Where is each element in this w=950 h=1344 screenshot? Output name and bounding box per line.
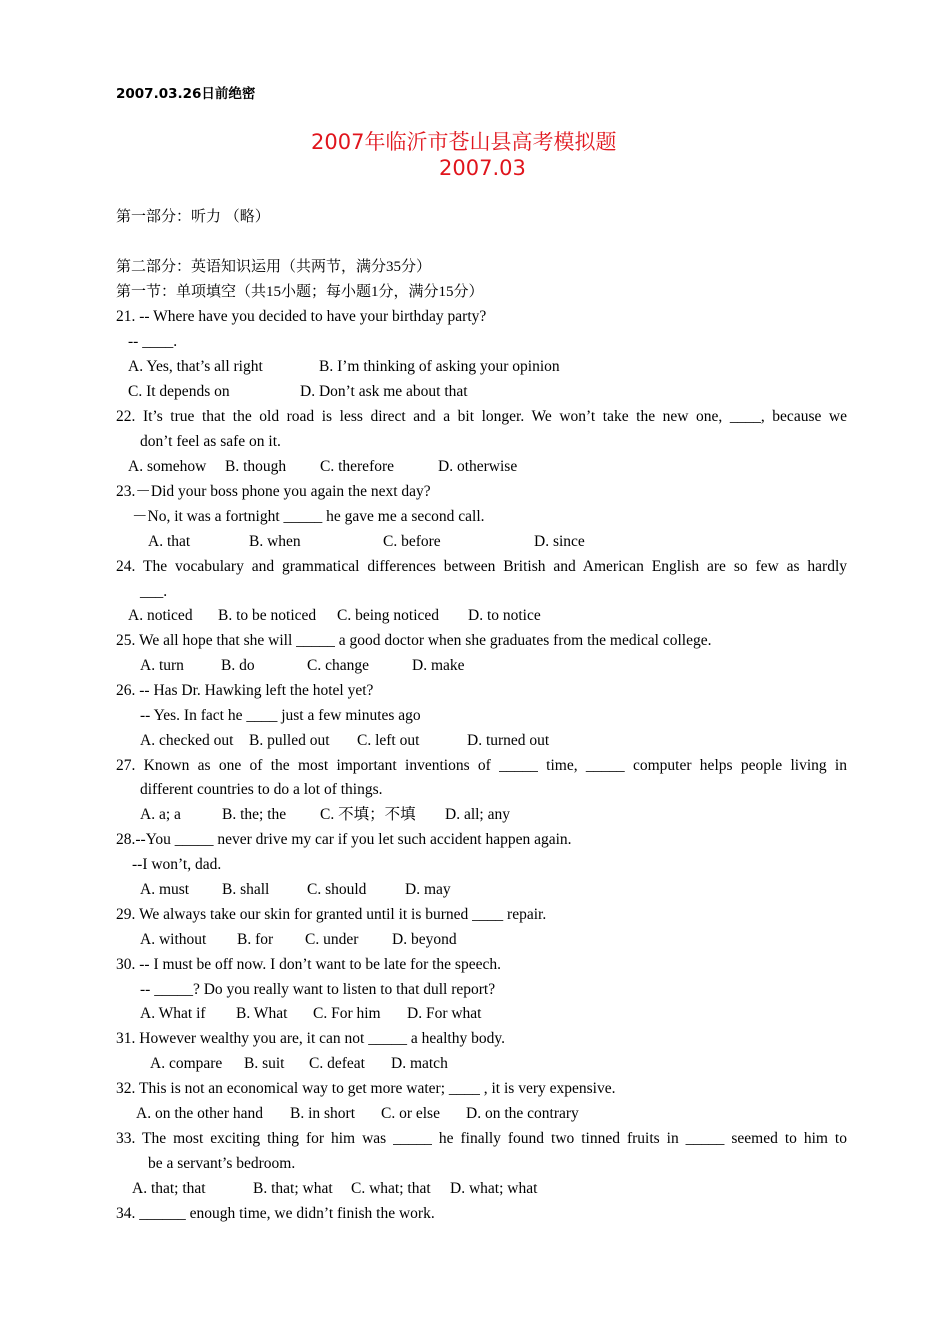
- question-stem: ___.: [140, 583, 168, 600]
- option-a: A. a; a: [140, 806, 181, 823]
- option-c: C. being noticed: [337, 607, 440, 624]
- option-c: C. change: [307, 657, 369, 674]
- section-one-heading: 第一节：单项填空（共15小题；每小题1分，满分15分）: [116, 284, 484, 300]
- question-stem: 29. We always take our skin for granted until it is burned ____ repair.: [116, 906, 547, 923]
- option-b: B. suit: [244, 1055, 285, 1072]
- confidential-stamp: 2007.03.26日前绝密: [116, 86, 256, 102]
- option-c: C. It depends on: [128, 383, 230, 400]
- option-c: C. under: [305, 931, 359, 948]
- option-d: D. make: [412, 657, 465, 674]
- exam-date: 2007.03: [439, 156, 526, 180]
- question-stem: 32. This is not an economical way to get more water; ____ , it is very expensive.: [116, 1080, 616, 1097]
- question-stem: different countries to do a lot of things.: [140, 781, 383, 798]
- option-b: B. shall: [222, 881, 270, 898]
- option-b: B. though: [225, 458, 287, 475]
- question-stem: 26. -- Has Dr. Hawking left the hotel yet?: [116, 682, 374, 699]
- option-c: C. or else: [381, 1105, 440, 1122]
- option-d: D. Don’t ask me about that: [300, 383, 468, 400]
- option-a: A. noticed: [128, 607, 193, 624]
- question-stem: don’t feel as safe on it.: [140, 433, 281, 450]
- question-stem: --I won’t, dad.: [132, 856, 222, 873]
- option-a: A. What if: [140, 1005, 206, 1022]
- option-a: A. compare: [150, 1055, 223, 1072]
- question-stem: 27. Known as one of the most important inventions of _____ time, _____ computer helps people living in: [116, 757, 847, 774]
- question-stem: 22. It’s true that the old road is less direct and a bit longer. We won’t take the new one, ____, because we: [116, 408, 847, 425]
- option-c: C. For him: [313, 1005, 381, 1022]
- option-c: C. what; that: [351, 1180, 431, 1197]
- option-b: B. I’m thinking of asking your opinion: [319, 358, 560, 375]
- question-stem: 34. ______ enough time, we didn’t finish the work.: [116, 1205, 435, 1222]
- part-one-heading: 第一部分：听力 （略）: [116, 209, 270, 225]
- option-b: B. that; what: [253, 1180, 333, 1197]
- option-b: B. in short: [290, 1105, 356, 1122]
- option-d: D. turned out: [467, 732, 550, 749]
- option-d: D. For what: [407, 1005, 482, 1022]
- option-b: B. when: [249, 533, 301, 550]
- part-two-heading: 第二部分：英语知识运用（共两节，满分35分）: [116, 259, 432, 275]
- exam-title: 2007年临沂市苍山县高考模拟题: [311, 130, 617, 154]
- question-stem: －No, it was a fortnight _____ he gave me a second call.: [132, 508, 485, 525]
- option-d: D. since: [534, 533, 585, 550]
- option-c: C. 不填；不填: [320, 806, 416, 823]
- option-a: A. that: [148, 533, 191, 550]
- option-d: D. otherwise: [438, 458, 518, 475]
- question-stem: 21. -- Where have you decided to have your birthday party?: [116, 308, 487, 325]
- option-b: B. pulled out: [249, 732, 330, 749]
- question-stem: 24. The vocabulary and grammatical differences between British and American English are so few as hardly: [116, 558, 847, 575]
- option-d: D. what; what: [450, 1180, 538, 1197]
- question-stem: -- _____? Do you really want to listen to that dull report?: [140, 981, 496, 998]
- option-c: C. therefore: [320, 458, 395, 475]
- option-a: A. Yes, that’s all right: [128, 358, 263, 375]
- option-c: C. before: [383, 533, 441, 550]
- option-d: D. to notice: [468, 607, 541, 624]
- option-d: D. may: [405, 881, 451, 898]
- question-stem: 31. However wealthy you are, it can not _____ a healthy body.: [116, 1030, 505, 1047]
- option-a: A. somehow: [128, 458, 207, 475]
- option-b: B. do: [221, 657, 255, 674]
- option-a: A. that; that: [132, 1180, 206, 1197]
- question-stem: 33. The most exciting thing for him was _____ he finally found two tinned fruits in _____ seemed to him to: [116, 1130, 847, 1147]
- option-c: C. left out: [357, 732, 420, 749]
- option-a: A. checked out: [140, 732, 234, 749]
- question-stem: -- Yes. In fact he ____ just a few minutes ago: [140, 707, 421, 724]
- question-stem: 25. We all hope that she will _____ a good doctor when she graduates from the medical college.: [116, 632, 712, 649]
- option-a: A. on the other hand: [136, 1105, 263, 1122]
- option-a: A. without: [140, 931, 207, 948]
- question-stem: 30. -- I must be off now. I don’t want to be late for the speech.: [116, 956, 501, 973]
- option-a: A. turn: [140, 657, 184, 674]
- option-c: C. defeat: [309, 1055, 365, 1072]
- question-stem: -- ____.: [128, 333, 178, 350]
- option-b: B. What: [236, 1005, 288, 1022]
- option-d: D. all; any: [445, 806, 510, 823]
- option-c: C. should: [307, 881, 367, 898]
- question-stem: 23.－Did your boss phone you again the next day?: [116, 483, 431, 500]
- option-d: D. match: [391, 1055, 448, 1072]
- option-a: A. must: [140, 881, 190, 898]
- option-b: B. for: [237, 931, 274, 948]
- option-b: B. the; the: [222, 806, 287, 823]
- option-d: D. beyond: [392, 931, 457, 948]
- question-stem: be a servant’s bedroom.: [148, 1155, 296, 1172]
- question-stem: 28.--You _____ never drive my car if you let such accident happen again.: [116, 831, 572, 848]
- option-d: D. on the contrary: [466, 1105, 579, 1122]
- option-b: B. to be noticed: [218, 607, 317, 624]
